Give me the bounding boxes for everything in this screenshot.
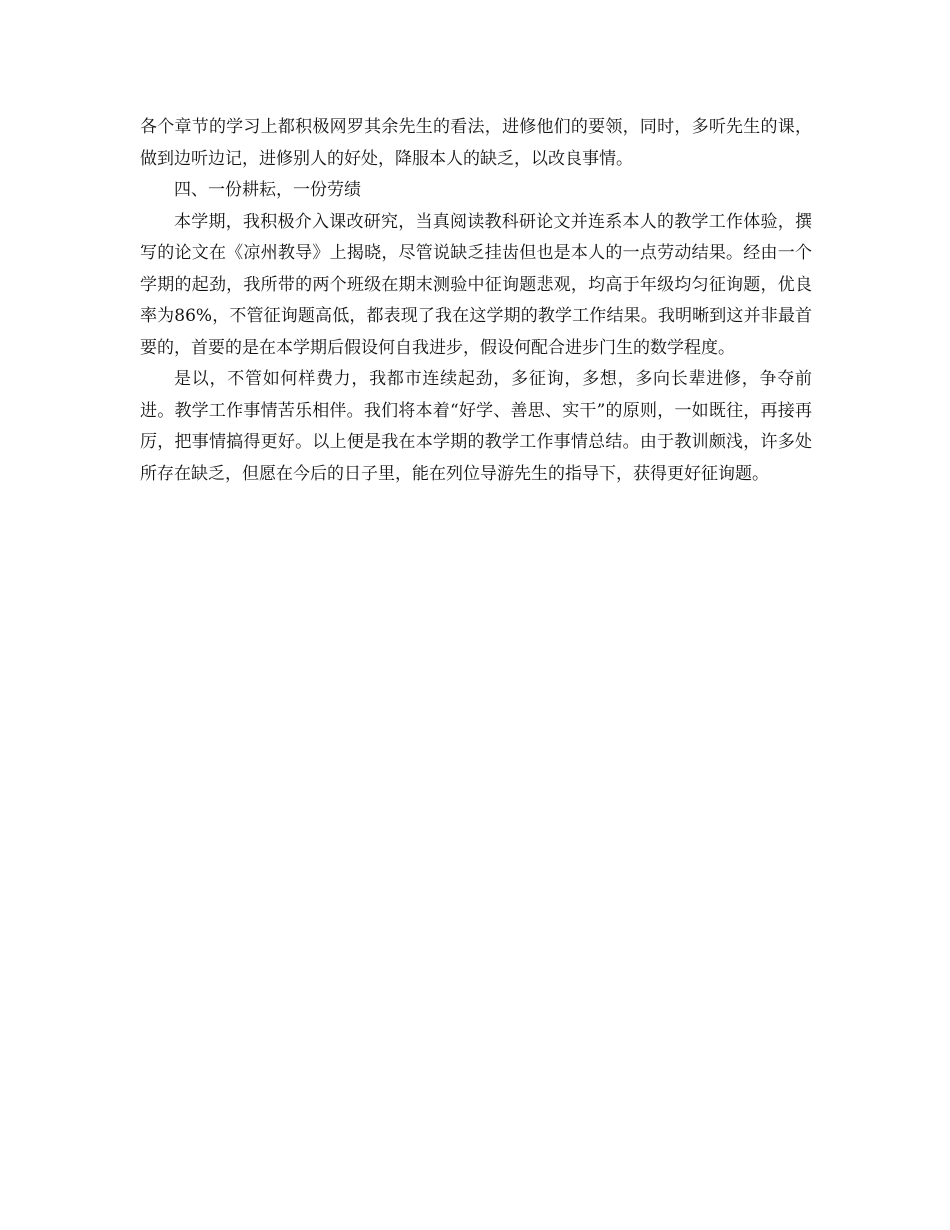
paragraph-achievements: 本学期，我积极介入课改研究，当真阅读教科研论文并连系本人的教学工作体验，撰写的论文在《凉州教导》上揭晓，尽管说缺乏挂齿但也是本人的一点劳动结果。经由一个学期的起劲，我所带的两个班级在期末测验中征询题悲观，均高于年级均匀征询题，优良率为86%，不管征询题高低，都表现了我在这学期的教学工作结果。我明晰到这并非最首要的，首要的是在本学期后假设何自我进步，假设何配合进步门生的数学程度。 bbox=[140, 211, 812, 358]
paragraph-continuation: 各个章节的学习上都积极网罗其余先生的看法，进修他们的要领，同时，多听先生的课，做到边听边记，进修别人的好处，降服本人的缺乏，以改良事情。 bbox=[140, 117, 812, 169]
section-heading: 四、一份耕耘，一份劳绩 bbox=[174, 180, 361, 200]
paragraph-conclusion: 是以，不管如何样费力，我都市连续起劲，多征询，多想，多向长辈进修，争夺前进。教学工作事情苦乐相伴。我们将本着“好学、善思、实干”的原则，一如既往，再接再厉，把事情搞得更好。以上便是我在本学期的教学工作事情总结。由于教训颇浅，许多处所存在缺乏，但愿在今后的日子里，能在列位导游先生的指导下，获得更好征询题。 bbox=[140, 369, 812, 484]
document-body bbox=[140, 112, 812, 490]
